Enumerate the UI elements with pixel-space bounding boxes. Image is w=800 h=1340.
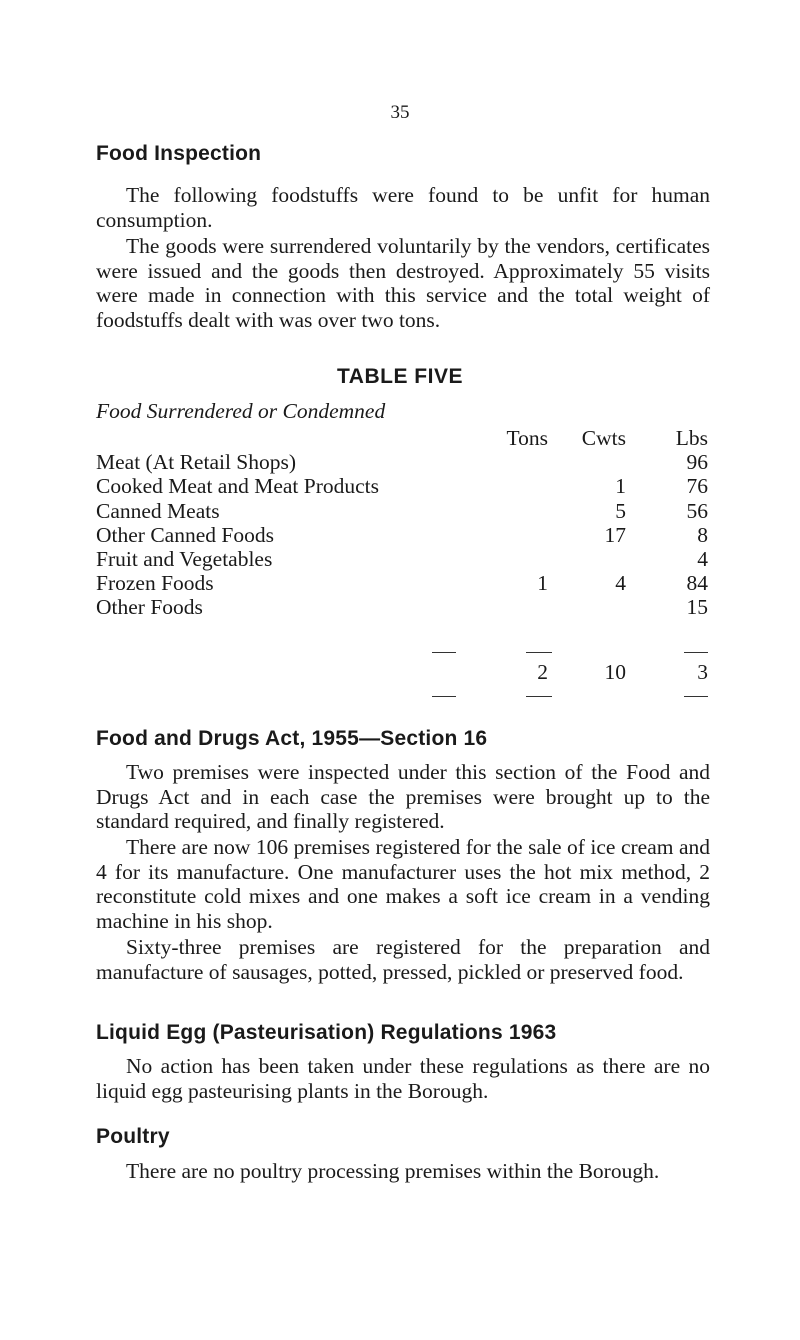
paragraph: The goods were surrendered voluntarily by the vendors, certificates were issued and the goods then destroyed. Approximately 55 visits were made in connection with this service and the total weight of foodstuffs dealt with was over two tons. — [96, 234, 710, 332]
divider — [526, 652, 552, 653]
row-item-label: Fruit and Vegetables — [96, 546, 273, 571]
section-heading-food-inspection: Food Inspection — [96, 142, 262, 165]
paragraph: There are now 106 premises registered for the sale of ice cream and 4 for its manufacture. One manufacturer uses the hot mix method, 2 reconstitute cold mixes and one makes a soft ice cream in a vending machine in his shop. — [96, 835, 710, 933]
table-row — [96, 547, 708, 571]
total-cwts: 10 — [604, 660, 626, 684]
total-tons: 2 — [537, 660, 548, 684]
total-lbs: 3 — [697, 660, 708, 684]
table-row — [96, 474, 708, 498]
row-cwts: 17 — [604, 522, 626, 547]
divider — [526, 696, 552, 697]
row-tons: 1 — [537, 571, 548, 596]
table-title: TABLE FIVE — [337, 365, 463, 388]
divider — [684, 696, 708, 697]
table-subtitle: Food Surrendered or Condemned — [96, 399, 386, 423]
page-number: 35 — [390, 102, 410, 123]
row-lbs: 96 — [686, 450, 708, 475]
row-item-label: Frozen Foods — [96, 571, 214, 596]
row-cwts: 1 — [615, 474, 626, 499]
paragraph: The following foodstuffs were found to be unfit for human consumption. — [96, 183, 710, 232]
table-row — [96, 571, 708, 595]
row-cwts: 5 — [615, 498, 626, 523]
divider — [432, 696, 456, 697]
paragraph: Two premises were inspected under this section of the Food and Drugs Act and in each case the premises were brought up to the standard required, and finally registered. — [96, 760, 710, 833]
section-heading-liquid-egg: Liquid Egg (Pasteurisation) Regulations 1963 — [96, 1021, 557, 1044]
divider — [684, 652, 708, 653]
column-header-cwts: Cwts — [581, 426, 626, 450]
table-row — [96, 595, 708, 619]
table-row — [96, 523, 708, 547]
row-cwts: 4 — [615, 571, 626, 596]
row-item-label: Other Foods — [96, 595, 203, 620]
table-header-row — [96, 426, 708, 450]
paragraph: No action has been taken under these regulations as there are no liquid egg pasteurising plants in the Borough. — [96, 1054, 710, 1103]
table-row — [96, 450, 708, 474]
section-heading-food-drugs-act: Food and Drugs Act, 1955—Section 16 — [96, 727, 488, 750]
row-lbs: 84 — [686, 571, 708, 596]
row-lbs: 15 — [686, 595, 708, 620]
table-row — [96, 499, 708, 523]
section-heading-poultry: Poultry — [96, 1125, 170, 1148]
row-item-label: Meat (At Retail Shops) — [96, 450, 297, 475]
row-lbs: 76 — [686, 474, 708, 499]
row-lbs: 4 — [697, 546, 708, 571]
row-item-label: Other Canned Foods — [96, 522, 274, 547]
divider — [432, 652, 456, 653]
row-item-label: Cooked Meat and Meat Products — [96, 474, 380, 499]
row-lbs: 8 — [697, 522, 708, 547]
row-item-label: Canned Meats — [96, 498, 220, 523]
row-lbs: 56 — [686, 498, 708, 523]
table-body — [96, 450, 708, 619]
food-table — [96, 426, 708, 620]
paragraph: Sixty-three premises are registered for the preparation and manufacture of sausages, potted, pressed, pickled or preserved food. — [96, 935, 710, 984]
column-header-lbs: Lbs — [675, 426, 708, 450]
column-header-tons: Tons — [506, 426, 548, 450]
paragraph: There are no poultry processing premises within the Borough. — [126, 1159, 660, 1183]
